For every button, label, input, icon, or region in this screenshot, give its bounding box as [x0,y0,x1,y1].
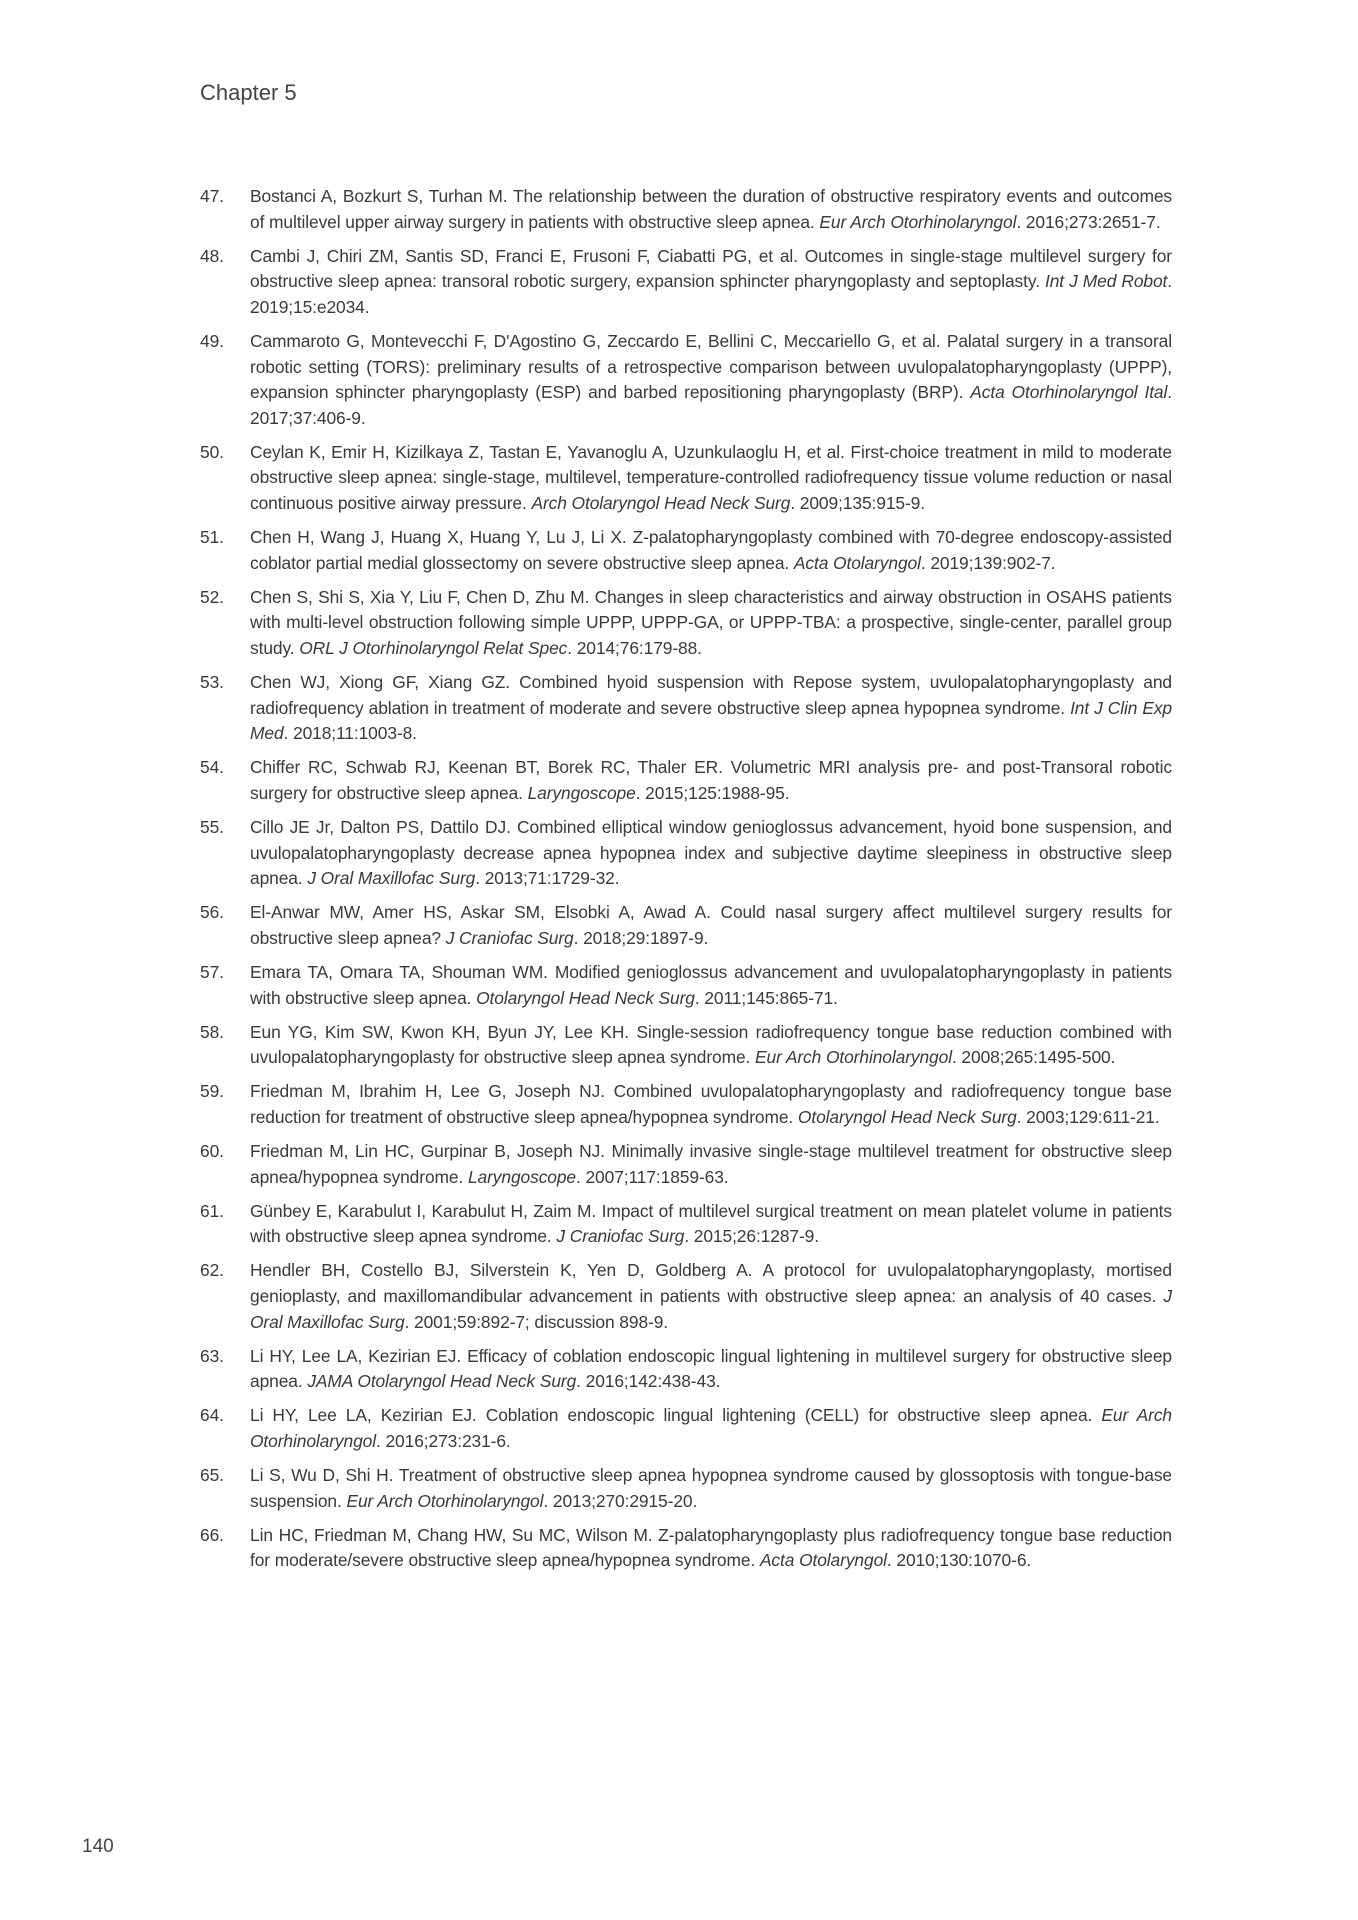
reference-journal: J Craniofac Surg [445,927,574,948]
reference-journal: Acta Otorhinolaryngol Ital [970,382,1168,403]
reference-authors-title: Chen S, Shi S, Xia Y, Liu F, Chen D, Zhu M. Changes in sleep characteristics and airway obstruction in OSAHS patients with multi-level obstruction following simple UPPP, UPPP-GA, or UPPP-TBA: a prospective, single-center, parallel group study. [250,586,1172,658]
reference-journal: Laryngoscope [527,782,636,803]
reference-authors-title: Li HY, Lee LA, Kezirian EJ. Efficacy of coblation endoscopic lingual lightening in multilevel surgery for obstructive sleep apnea. [250,1345,1172,1392]
page-number: 140 [82,1836,114,1857]
reference-item [200,1344,1172,1395]
reference-number: 64. [200,1405,224,1426]
reference-item [200,329,1172,431]
reference-text [250,442,1172,513]
reference-text [250,1022,1172,1068]
reference-journal: J Oral Maxillofac Surg [307,868,476,889]
reference-item [200,1020,1172,1071]
reference-authors-title: Chen WJ, Xiong GF, Xiang GZ. Combined hyoid suspension with Repose system, uvulopalatopharyngoplasty and radiofrequency ablation in treatment of moderate and severe obstructive sleep apnea hypopnea syndrome. [250,672,1172,718]
reference-authors-title: Li S, Wu D, Shi H. Treatment of obstructive sleep apnea hypopnea syndrome caused by glossoptosis with tongue-base suspension. [250,1465,1172,1511]
reference-journal: Acta Otolaryngol [793,552,921,573]
reference-number: 63. [200,1345,224,1366]
reference-citation: . 2018;29:1897-9. [573,927,709,948]
reference-citation: . 2015;26:1287-9. [684,1226,819,1247]
reference-citation: . 2008;265:1495-500. [951,1047,1116,1068]
reference-text [250,1525,1172,1571]
reference-item [200,1258,1172,1335]
reference-number: 62. [200,1260,224,1281]
reference-text [250,587,1172,658]
reference-text [250,527,1172,573]
reference-item [200,960,1172,1011]
reference-item [200,1463,1172,1514]
reference-item [200,244,1172,321]
reference-citation: . 2013;270:2915-20. [543,1490,698,1511]
reference-citation: . 2014;76:179-88. [567,638,702,658]
reference-authors-title: Friedman M, Ibrahim H, Lee G, Joseph NJ. Combined uvulopalatopharyngoplasty and radiofrequency tongue base reduction for treatment of obstructive sleep apnea/hypopnea syndrome. [250,1081,1172,1127]
reference-item [200,440,1172,517]
reference-text [250,1081,1172,1127]
reference-number: 47. [200,186,224,206]
reference-text [250,1346,1172,1392]
reference-number: 56. [200,902,224,923]
reference-number: 49. [200,330,224,351]
reference-number: 59. [200,1081,224,1102]
reference-authors-title: Cillo JE Jr, Dalton PS, Dattilo DJ. Combined elliptical window genioglossus advancement, hyoid bone suspension, and uvulopalatopharyngoplasty decrease apnea hypopnea index and subjective daytime sleepiness in obstructive sleep apnea. [250,817,1172,889]
reference-authors-title: El-Anwar MW, Amer HS, Askar SM, Elsobki A, Awad A. Could nasal surgery affect multilevel surgery results for obstructive sleep apnea? [250,902,1172,948]
reference-citation: . 2011;145:865-71. [694,987,838,1008]
reference-authors-title: Friedman M, Lin HC, Gurpinar B, Joseph NJ. Minimally invasive single-stage multilevel treatment for obstructive sleep apnea/hypopnea syndrome. [250,1141,1172,1187]
reference-journal: Arch Otolaryngol Head Neck Surg [531,493,791,514]
reference-text [250,331,1172,428]
reference-authors-title: Emara TA, Omara TA, Shouman WM. Modified genioglossus advancement and uvulopalatopharyngoplasty in patients with obstructive sleep apnea. [250,962,1172,1008]
reference-number: 60. [200,1141,224,1162]
reference-citation: . 2019;139:902-7. [920,552,1056,573]
reference-item [200,755,1172,806]
reference-citation: . 2019;15:e2034. [250,271,1172,317]
reference-citation: . 2016;273:2651-7. [1016,211,1161,232]
reference-item [200,1139,1172,1190]
reference-authors-title: Ceylan K, Emir H, Kizilkaya Z, Tastan E, Yavanoglu A, Uzunkulaoglu H, et al. First-choice treatment in mild to moderate obstructive sleep apnea: single-stage, multilevel, temperature-controlled radiofrequency tissue volume reduction or nasal continuous positive airway pressure. [250,441,1172,514]
reference-text [250,1465,1172,1511]
running-header: Chapter 5 [200,80,297,105]
reference-journal: Eur Arch Otorhinolaryngol [346,1490,544,1511]
reference-number: 54. [200,757,224,778]
reference-item [200,1079,1172,1130]
reference-list [200,184,1172,1583]
reference-authors-title: Lin HC, Friedman M, Chang HW, Su MC, Wilson M. Z-palatopharyngoplasty plus radiofrequency tongue base reduction for moderate/severe obstructive sleep apnea/hypopnea syndrome. [250,1524,1172,1571]
reference-text [250,1141,1172,1187]
reference-citation: . 2016;142:438-43. [576,1371,721,1392]
reference-citation: . 2009;135:915-9. [790,493,925,514]
reference-journal: Eur Arch Otorhinolaryngol [819,211,1017,232]
reference-text [250,1405,1172,1451]
reference-citation: . 2010;130:1070-6. [886,1550,1032,1571]
reference-text [250,757,1172,803]
reference-text [250,902,1172,948]
reference-citation: . 2016;273:231-6. [376,1431,511,1452]
reference-text [250,246,1172,317]
reference-journal: Eur Arch Otorhinolaryngol [755,1047,952,1068]
reference-citation: . 2015;125:1988-95. [635,782,790,803]
reference-journal: J Oral Maxillofac Surg [250,1286,1172,1332]
reference-text [250,186,1172,232]
reference-authors-title: Li HY, Lee LA, Kezirian EJ. Coblation endoscopic lingual lightening (CELL) for obstructive sleep apnea. [250,1405,1102,1426]
reference-authors-title: Cambi J, Chiri ZM, Santis SD, Franci E, Frusoni F, Ciabatti PG, et al. Outcomes in single-stage multilevel surgery for obstructive sleep apnea: transoral robotic surgery, expansion sphincter pharyngoplasty and septoplasty. [250,245,1172,292]
reference-text [250,672,1172,743]
reference-item [200,1403,1172,1454]
reference-journal: Eur Arch Otorhinolaryngol [250,1405,1172,1452]
reference-item [200,1199,1172,1250]
reference-citation: . 2017;37:406-9. [250,382,1172,428]
reference-number: 66. [200,1524,224,1545]
reference-authors-title: Günbey E, Karabulut I, Karabulut H, Zaim M. Impact of multilevel surgical treatment on mean platelet volume in patients with obstructive sleep apnea syndrome. [250,1200,1172,1247]
reference-citation: . 2003;129:611-21. [1016,1107,1160,1127]
reference-item [200,184,1172,235]
reference-citation: . 2007;117:1859-63. [576,1166,729,1187]
reference-item [200,900,1172,951]
reference-item [200,585,1172,662]
reference-item [200,1523,1172,1574]
reference-authors-title: Chiffer RC, Schwab RJ, Keenan BT, Borek RC, Thaler ER. Volumetric MRI analysis pre- and post-Transoral robotic surgery for obstructive sleep apnea. [250,757,1172,803]
reference-citation: . 2018;11:1003-8. [283,723,417,744]
reference-item [200,525,1172,576]
reference-number: 52. [200,586,224,607]
reference-text [250,1260,1172,1331]
reference-number: 53. [200,672,224,693]
reference-number: 57. [200,962,224,983]
reference-authors-title: Hendler BH, Costello BJ, Silverstein K, Yen D, Goldberg A. A protocol for uvulopalatopharyngoplasty, mortised genioplasty, and maxillomandibular advancement in patients with obstructive sleep apnea: an analysis of 40 cases. [250,1260,1172,1307]
reference-number: 65. [200,1465,224,1486]
reference-journal: ORL J Otorhinolaryngol Relat Spec [299,638,568,658]
reference-item [200,670,1172,747]
reference-journal: Int J Clin Exp Med [250,697,1172,744]
reference-authors-title: Cammaroto G, Montevecchi F, D'Agostino G, Zeccardo E, Bellini C, Meccariello G, et al. Palatal surgery in a transoral robotic setting (TORS): preliminary results of a retrospective comparison between uvulopalatopharyngoplasty (UPPP), expansion sphincter pharyngoplasty (ESP) and barbed repositioning pharyngoplasty (BRP). [250,330,1172,403]
reference-authors-title: Chen H, Wang J, Huang X, Huang Y, Lu J, Li X. Z-palatopharyngoplasty combined with 70-degree endoscopy-assisted coblator partial medial glossectomy on severe obstructive sleep apnea. [250,527,1172,573]
reference-journal: J Craniofac Surg [556,1226,685,1247]
reference-journal: Otolaryngol Head Neck Surg [476,987,695,1008]
reference-number: 55. [200,817,224,838]
reference-number: 51. [200,527,224,548]
reference-text [250,1201,1172,1247]
reference-journal: Otolaryngol Head Neck Surg [797,1107,1017,1127]
reference-journal: Laryngoscope [467,1166,577,1187]
reference-citation: . 2001;59:892-7; discussion 898-9. [404,1311,669,1332]
reference-journal: Int J Med Robot [1045,271,1168,292]
reference-text [250,817,1172,888]
reference-number: 61. [200,1200,224,1221]
reference-authors-title: Bostanci A, Bozkurt S, Turhan M. The relationship between the duration of obstructive respiratory events and outcomes of multilevel upper airway surgery in patients with obstructive sleep apnea. [250,186,1172,232]
reference-journal: Acta Otolaryngol [759,1550,887,1571]
reference-number: 58. [200,1021,224,1042]
reference-journal: JAMA Otolaryngol Head Neck Surg [307,1371,577,1392]
reference-citation: . 2013;71:1729-32. [475,868,620,889]
reference-text [250,962,1172,1008]
reference-authors-title: Eun YG, Kim SW, Kwon KH, Byun JY, Lee KH. Single-session radiofrequency tongue base reduction combined with uvulopalatopharyngoplasty for obstructive sleep apnea syndrome. [250,1021,1172,1068]
reference-number: 48. [200,245,224,266]
reference-item [200,815,1172,892]
reference-number: 50. [200,441,224,462]
